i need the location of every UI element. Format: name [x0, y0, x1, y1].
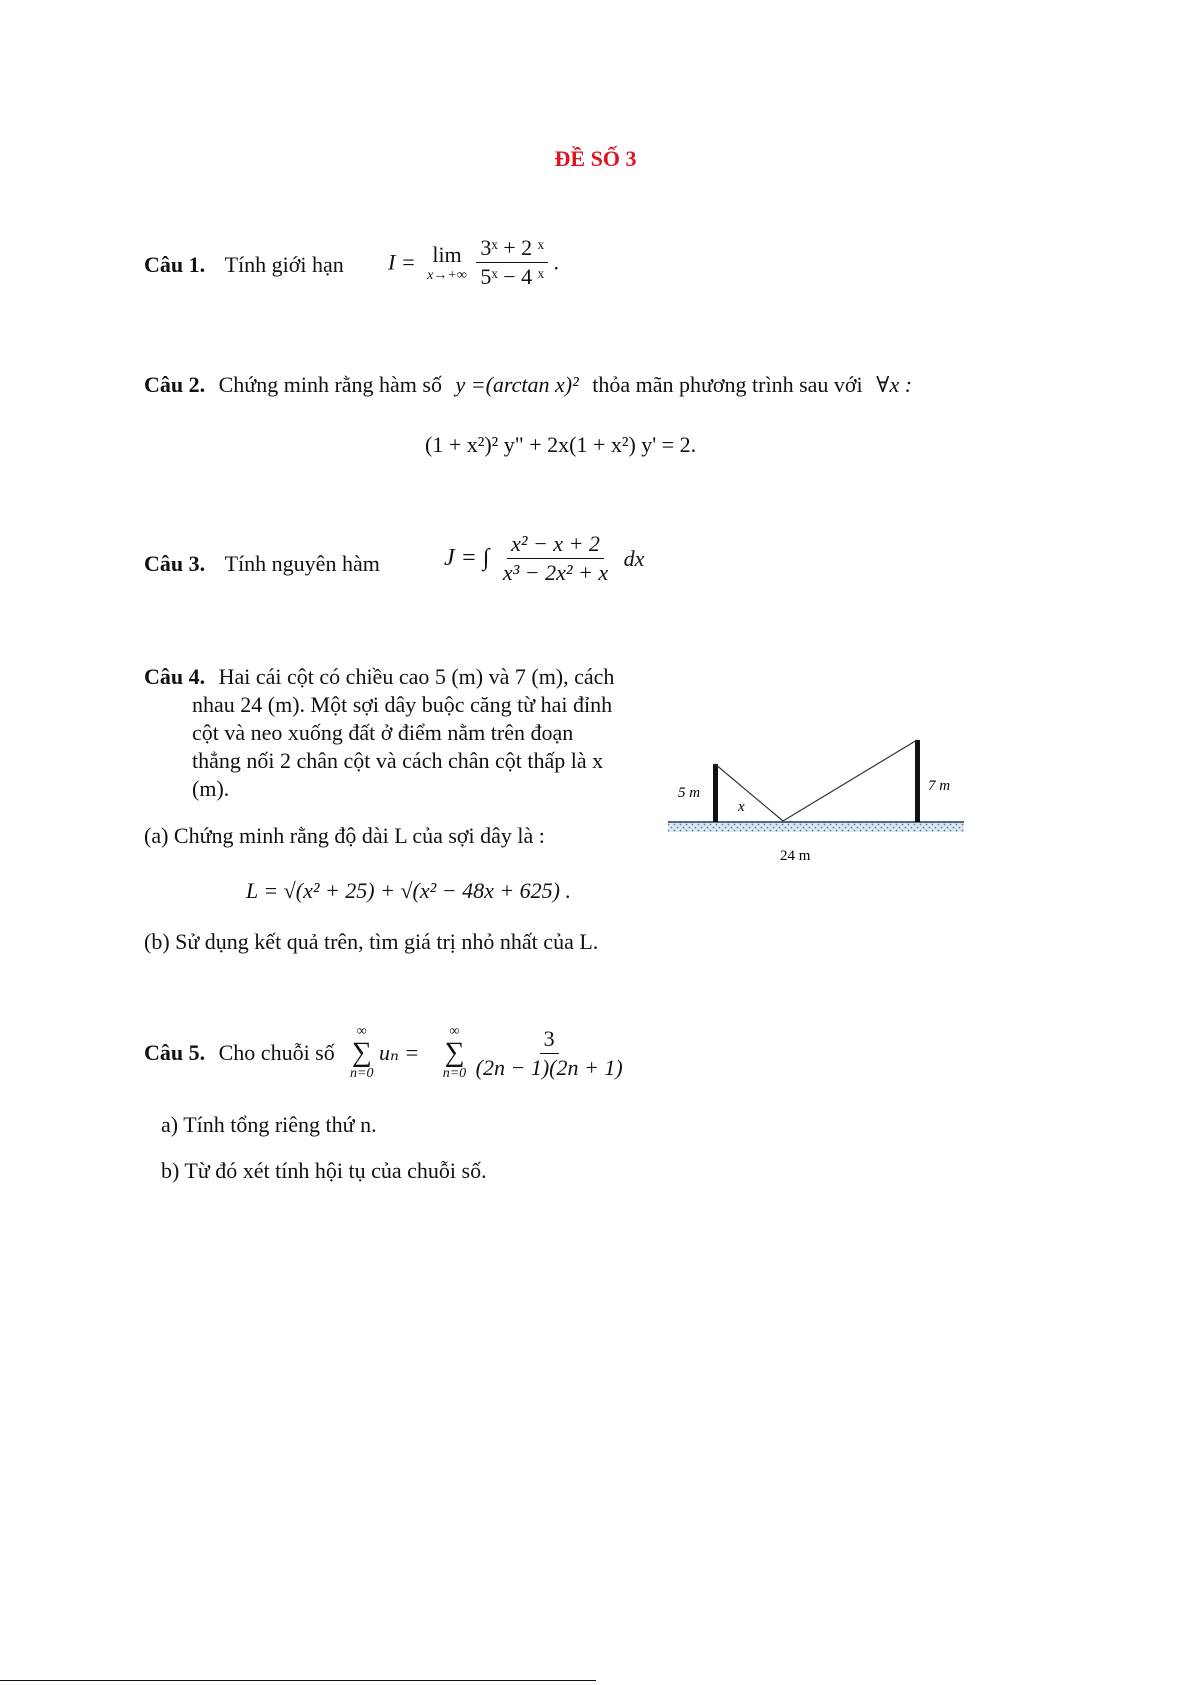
question-1-text: Tính giới hạn [224, 252, 344, 277]
integral-denominator: x³ − 2x² + x [502, 560, 609, 585]
base-distance-label: 24 m [780, 848, 811, 864]
tall-pole [915, 740, 920, 822]
question-2 [144, 372, 912, 398]
sum-upper-left: ∞ [356, 1024, 367, 1039]
series-sum-right [443, 1024, 466, 1082]
footer-rule [0, 1680, 596, 1681]
question-4-line-3: cột và neo xuống đất ở điểm nằm trên đoạn [192, 720, 574, 745]
lim-operator [427, 242, 467, 284]
integral-numerator: x² − x + 2 [507, 532, 604, 559]
integral-dx: dx [623, 545, 645, 571]
tall-pole-label: 7 m [928, 778, 951, 794]
question-5-part-b: b) Từ đó xét tính hội tụ của chuỗi số. [161, 1158, 487, 1183]
short-pole [713, 764, 718, 822]
question-4-label: Câu 4. [144, 664, 206, 689]
forall-x: ∀x : [876, 372, 913, 397]
integral-expression [444, 532, 644, 585]
limit-expression [388, 236, 559, 289]
question-2-label: Câu 2. [144, 372, 206, 397]
question-3-label: Câu 3. [144, 551, 206, 576]
question-4-line-5: (m). [192, 776, 230, 801]
question-4-line-4: thẳng nối 2 chân cột và cách chân cột thấp là x [192, 748, 604, 773]
limit-denominator: 5ˣ − 4 ˣ [480, 264, 544, 289]
question-3 [144, 551, 380, 577]
lim-word: lim [432, 241, 462, 267]
question-1 [144, 252, 344, 278]
ground-strip [668, 822, 964, 832]
question-5-text: Cho chuỗi số [218, 1040, 335, 1065]
question-4-part-b: (b) Sử dụng kết quả trên, tìm giá trị nhỏ nhất của L. [144, 929, 599, 954]
question-3-text: Tính nguyên hàm [224, 551, 380, 576]
sigma-symbol-left: ∑ [351, 1037, 372, 1068]
question-4-part-a: (a) Chứng minh rằng độ dài L của sợi dây là : [144, 823, 545, 848]
series-numerator: 3 [540, 1027, 559, 1054]
question-5-part-a: a) Tính tổng riêng thứ n. [161, 1112, 377, 1137]
question-2-equation: (1 + x²)² y" + 2x(1 + x²) y' = 2. [425, 432, 697, 457]
question-5 [144, 1040, 335, 1066]
limit-fraction [476, 236, 548, 289]
integral-lhs: J = ∫ [444, 545, 490, 571]
poles-diagram [664, 730, 964, 870]
question-4-formula: L = √(x² + 25) + √(x² − 48x + 625) . [246, 878, 572, 903]
sum-upper-right: ∞ [449, 1024, 460, 1039]
sigma-symbol-right: ∑ [444, 1037, 465, 1068]
integral-fraction [499, 532, 612, 585]
series-sum-left [350, 1024, 373, 1082]
series-expression [350, 1024, 627, 1082]
rope-left [715, 764, 783, 821]
limit-period: . [553, 249, 559, 275]
x-distance-label: x [738, 799, 745, 815]
rope-right [783, 740, 917, 821]
question-5-label: Câu 5. [144, 1040, 206, 1065]
sum-lower-left: n=0 [350, 1066, 374, 1081]
question-4-line-2: nhau 24 (m). Một sợi dây buộc căng từ hai đỉnh [192, 692, 613, 717]
short-pole-label: 5 m [678, 785, 701, 801]
series-denominator: (2n − 1)(2n + 1) [475, 1054, 623, 1080]
question-1-label: Câu 1. [144, 252, 206, 277]
question-2-text-2: thỏa mãn phương trình sau với [592, 372, 863, 397]
question-4 [144, 663, 656, 803]
sum-lower-right: n=0 [442, 1066, 467, 1081]
series-fraction [472, 1027, 627, 1080]
page-title: ĐỀ SỐ 3 [554, 146, 637, 171]
question-4-line-1: Hai cái cột có chiều cao 5 (m) và 7 (m), cách [218, 664, 615, 689]
series-term: uₙ = [378, 1040, 420, 1065]
question-2-function: y =(arctan x)² [455, 372, 579, 397]
limit-lhs: I = [388, 249, 416, 275]
lim-subscript: x→+∞ [427, 267, 467, 283]
limit-numerator: 3ˣ + 2 ˣ [476, 236, 548, 263]
question-2-text: Chứng minh rằng hàm số [218, 372, 442, 397]
